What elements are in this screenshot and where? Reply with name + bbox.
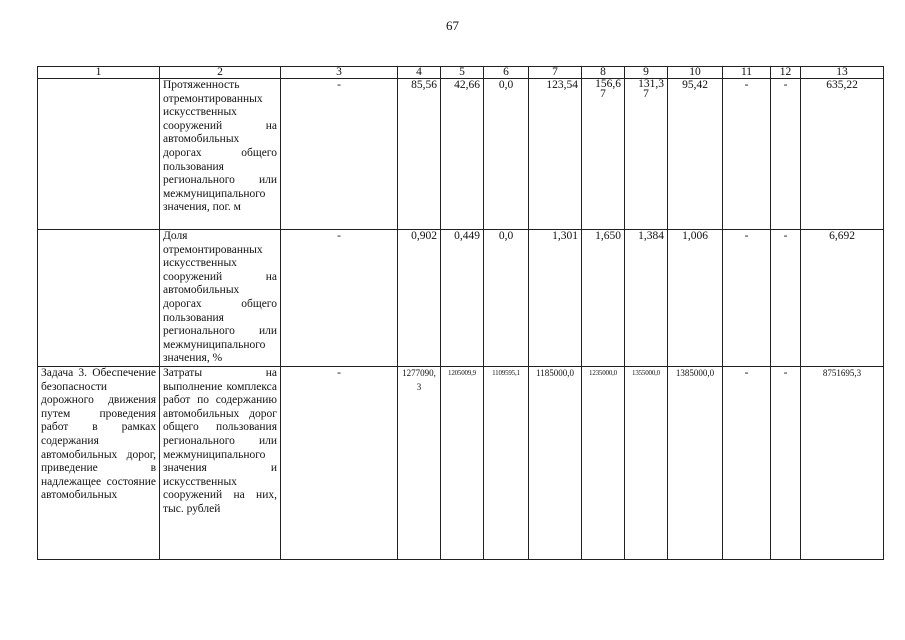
column-header: 12 <box>771 67 801 79</box>
table-header-row <box>38 67 884 79</box>
indicator-name: Затраты на выполнение комплекса работ по содержанию автомобильных дорог общего пользования регионального или межмуниципального значения и искусственных сооружений на них, тыс. рублей <box>160 366 281 559</box>
value-cell: 6,692 <box>801 230 884 367</box>
page-number: 67 <box>446 18 459 33</box>
indicator-name: Доля отремонтированных искусственных сооружений на автомобильных дорогах общего пользования регионального или межмуниципального значения, % <box>160 230 281 367</box>
value-cell: 0,0 <box>484 230 529 367</box>
table-row <box>38 230 884 367</box>
value-cell: 1,006 <box>668 230 723 367</box>
value-cell: - <box>771 366 801 559</box>
column-header: 10 <box>668 67 723 79</box>
column-header: 1 <box>38 67 160 79</box>
value-cell: 1185000,0 <box>529 366 582 559</box>
value-cell: 1235000,0 <box>582 366 625 559</box>
column-header: 5 <box>441 67 484 79</box>
value-line: 7 <box>643 88 649 100</box>
task-cell: Задача 3. Обеспечение безопасности дорожного движения путем проведения работ в рамках содержания автомобильных дорог, приведение в надлежащее состояние автомобильных <box>38 366 160 559</box>
value-cell: 1,650 <box>582 230 625 367</box>
value-line: 156,6 <box>595 78 621 90</box>
column-header: 11 <box>723 67 771 79</box>
value-cell: 0,902 <box>398 230 441 367</box>
value-cell: 635,22 <box>801 79 884 230</box>
column-header: 4 <box>398 67 441 79</box>
column-header: 3 <box>281 67 398 79</box>
value-cell: - <box>723 230 771 367</box>
value-cell: - <box>771 79 801 230</box>
value-cell: 0,449 <box>441 230 484 367</box>
table-row <box>38 366 884 559</box>
column-header: 6 <box>484 67 529 79</box>
column-header: 7 <box>529 67 582 79</box>
column-header: 9 <box>625 67 668 79</box>
column-header: 2 <box>160 67 281 79</box>
value-cell: 0,0 <box>484 79 529 230</box>
column-header: 13 <box>801 67 884 79</box>
value-cell: 1277090,3 <box>398 366 441 559</box>
value-line: 7 <box>600 88 606 100</box>
unit-cell: - <box>281 230 398 367</box>
value-cell: 1205009,9 <box>441 366 484 559</box>
value-cell: - <box>771 230 801 367</box>
value-cell: 8751695,3 <box>801 366 884 559</box>
value-cell: 1,384 <box>625 230 668 367</box>
indicator-name: Протяженность отремонтированных искусственных сооружений на автомобильных дорогах общего пользования регионального или межмуниципального значения, пог. м <box>160 79 281 230</box>
value-cell: 123,54 <box>529 79 582 230</box>
unit-cell: - <box>281 366 398 559</box>
value-cell: 1385000,0 <box>668 366 723 559</box>
task-cell <box>38 230 160 367</box>
value-cell <box>582 79 625 230</box>
value-line: 131,3 <box>638 78 664 90</box>
value-cell: - <box>723 79 771 230</box>
value-cell <box>625 79 668 230</box>
value-cell: 1,301 <box>529 230 582 367</box>
value-cell: 42,66 <box>441 79 484 230</box>
value-cell: 1109595,1 <box>484 366 529 559</box>
column-header: 8 <box>582 67 625 79</box>
unit-cell: - <box>281 79 398 230</box>
value-cell: 85,56 <box>398 79 441 230</box>
task-cell <box>38 79 160 230</box>
indicators-table <box>37 66 884 560</box>
value-cell: - <box>723 366 771 559</box>
value-cell: 95,42 <box>668 79 723 230</box>
value-cell: 1355000,0 <box>625 366 668 559</box>
table-row <box>38 79 884 230</box>
